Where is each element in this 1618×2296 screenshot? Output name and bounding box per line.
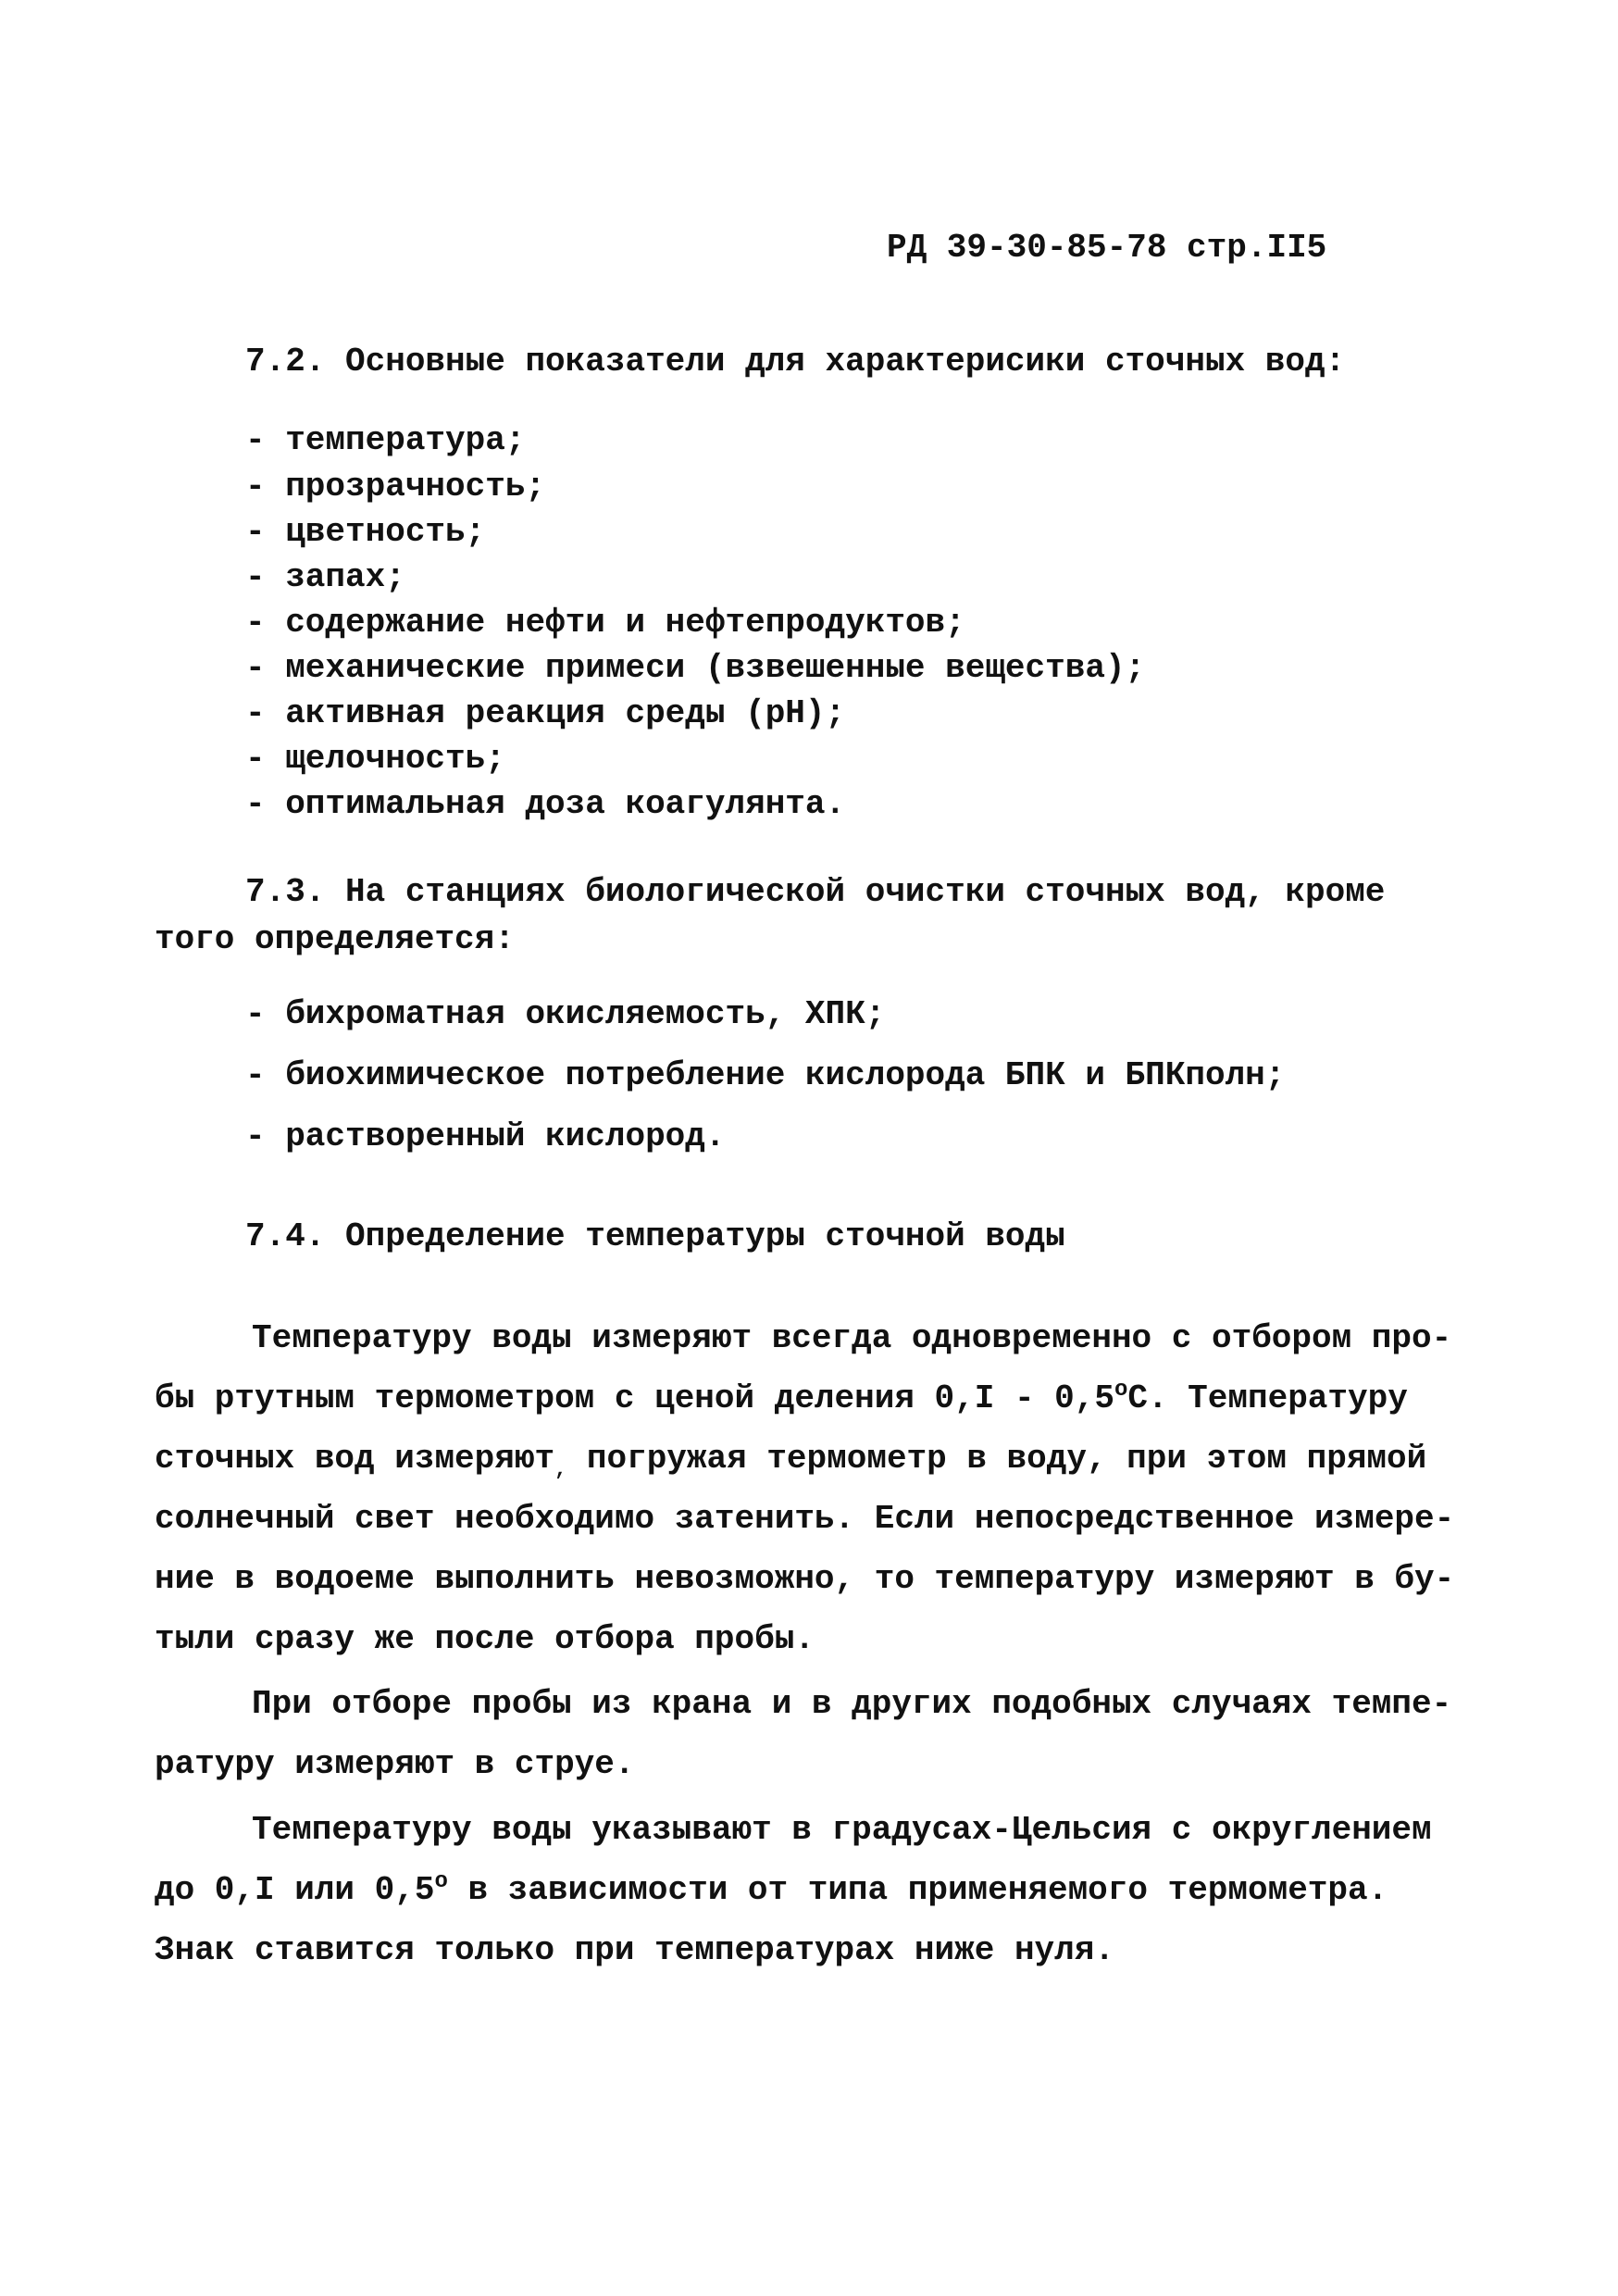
list-item: - растворенный кислород. <box>245 1117 726 1155</box>
paragraph-line: солнечный свет необходимо затенить. Если непосредственное измере- <box>155 1500 1455 1538</box>
list-item: - запах; <box>245 558 405 596</box>
degree-mark: o <box>434 1869 448 1894</box>
list-item: - щелочность; <box>245 740 505 778</box>
paragraph-line <box>155 1368 1408 1429</box>
section-7-3-line-1: 7.3. На станциях биологической очистки сточных вод, кроме <box>245 873 1386 911</box>
list-item: - оптимальная доза коагулянта. <box>245 785 846 823</box>
paragraph-line <box>155 1860 1388 1920</box>
text-run: погружая термометр в воду, при этом прямой <box>566 1440 1427 1478</box>
paragraph-line: ратуру измеряют в струе. <box>155 1745 635 1783</box>
paragraph-tap-sampling <box>155 1674 1452 1794</box>
text-run: сточных вод измеряют <box>155 1440 555 1478</box>
text-run: в зависимости от типа применяемого термометра. <box>447 1871 1388 1909</box>
list-item: - температура; <box>245 421 526 459</box>
paragraph-line: Температуру воды измеряют всегда одновременно с отбором про- <box>252 1319 1452 1357</box>
page-header: РД 39-30-85-78 стр.II5 <box>887 229 1327 267</box>
list-item: - прозрачность; <box>245 468 546 505</box>
text-run: до 0,I или 0,5 <box>155 1871 435 1909</box>
list-item: - механические примеси (взвешенные вещества); <box>245 649 1146 687</box>
text-run: С. Температуру <box>1127 1379 1408 1417</box>
list-item: - цветность; <box>245 513 486 551</box>
section-7-2-heading: 7.2. Основные показатели для характерисики сточных вод: <box>245 343 1346 381</box>
list-item: - содержание нефти и нефтепродуктов; <box>245 604 965 642</box>
paragraph-line: ние в водоеме выполнить невозможно, то температуру измеряют в бу- <box>155 1560 1455 1598</box>
list-item: - биохимическое потребление кислорода БПК и БПКполн; <box>245 1056 1286 1094</box>
list-item: - активная реакция среды (pH); <box>245 694 846 732</box>
subscript-comma: , <box>554 1458 567 1482</box>
paragraph-temperature-reporting <box>155 1800 1432 1980</box>
degree-mark: o <box>1114 1378 1128 1403</box>
text-run: бы ртутным термометром с ценой деления 0,I - 0,5 <box>155 1379 1114 1417</box>
paragraph-line <box>155 1429 1427 1489</box>
section-7-4-heading: 7.4. Определение температуры сточной воды <box>245 1217 1065 1255</box>
paragraph-line: Знак ставится только при температурах ниже нуля. <box>155 1931 1114 1969</box>
paragraph-temperature-measurement <box>155 1308 1455 1669</box>
section-7-3-line-2: того определяется: <box>155 920 515 958</box>
paragraph-line: Температуру воды указывают в градусах-Цельсия с округлением <box>252 1811 1432 1849</box>
paragraph-line: При отборе пробы из крана и в других подобных случаях темпе- <box>252 1685 1452 1723</box>
list-item: - бихроматная окисляемость, ХПК; <box>245 995 886 1033</box>
paragraph-line: тыли сразу же после отбора пробы. <box>155 1620 815 1658</box>
